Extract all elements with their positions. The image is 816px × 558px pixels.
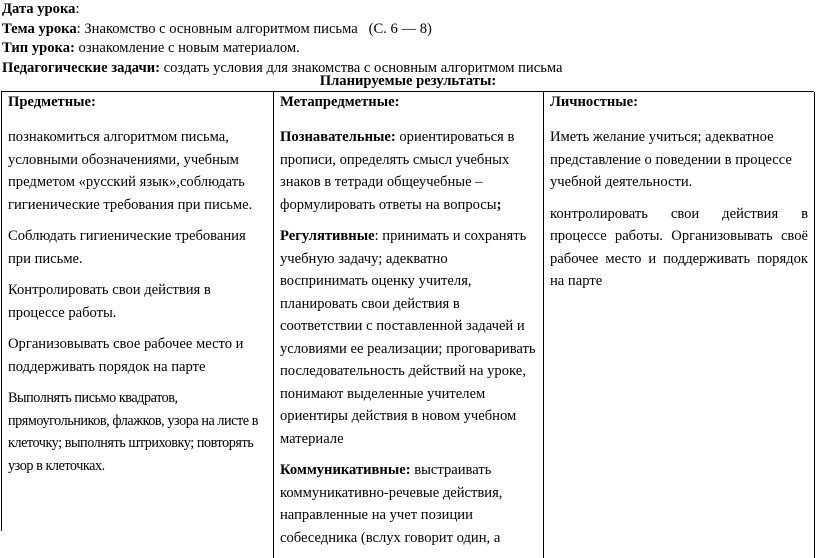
cognitive-text: ориентироваться в прописи, определять смысл учебных знаков в тетради общеучебные – формулировать ответы на вопросы [280,129,515,213]
planned-results-title: Планируемые результаты: [319,73,497,89]
lesson-header [2,0,814,78]
lesson-date-line [2,0,814,20]
meta-subject-results-heading: Метапредметные: [280,94,400,110]
lesson-date-colon: : [75,1,80,17]
communicative-results [280,459,537,549]
lesson-type-label: Тип урока: [2,40,75,56]
cognitive-end: ; [496,196,502,213]
subject-results-column [2,92,274,558]
subject-result-item: познакомиться алгоритмом письма, условными обозначениями, учебным предметом «русский язык»,соблюдать гигиенические требования при письме. [8,129,253,213]
lesson-topic-line [2,20,814,40]
personal-results-heading: Личностные: [550,94,639,110]
communicative-label: Коммуникативные: [280,462,411,478]
subject-result-item: Контролировать свои действия в процессе работы. [8,282,211,321]
personal-results-column [544,92,815,558]
regulatory-results [280,225,537,450]
subject-results-heading: Предметные: [8,94,96,110]
regulatory-text: : принимать и сохранять учебную задачу; адекватно воспринимать оценку учителя, планировать свои действия в соответствии с поставленной задачей и условиями ее реализации; проговаривать последовательность действий на уроке, понимают выделенные учителем ориентиры действия в новом учебном материале [280,228,536,447]
personal-result-item: Иметь желание учиться; адекватное представление о поведении в процессе учебной деятельности. [550,129,792,190]
meta-subject-results-column [274,92,544,558]
pedagogical-tasks-label: Педагогические задачи: [2,59,160,76]
subject-result-item: Выполнять письмо квадратов, прямоугольников, флажков, узора на листе в клеточку; выполнять штриховку; повторять узор в клеточках. [8,390,258,474]
cognitive-label: Познавательные: [280,129,396,145]
lesson-date-label: Дата урока [2,1,76,17]
regulatory-label: Регулятивные [280,228,375,244]
subject-result-item: Организовывать свое рабочее место и поддерживать порядок на парте [8,336,244,375]
lesson-type-line [2,39,814,59]
pedagogical-tasks-value: создать условия для знакомства с основным алгоритмом письма [159,59,563,76]
lesson-topic-colon: : [76,20,81,37]
communicative-text: выстраивать коммуникативно-речевые действия, направленные на учет позиции собеседника (вслух говорит один, а [280,462,503,546]
lesson-type-value: ознакомление с новым материалом. [74,40,300,56]
lesson-topic-value: Знакомство с основным алгоритмом письма (С. 6 — 8) [80,20,432,37]
planned-results-table [1,91,814,546]
cognitive-results [280,126,537,216]
lesson-topic-label: Тема урока [2,20,77,37]
subject-result-item: Соблюдать гигиенические требования при письме. [8,228,246,267]
personal-result-item: контролировать свои действия в процессе работы. Организовывать своё рабочее место и поддерживать порядок на парте [550,205,808,289]
